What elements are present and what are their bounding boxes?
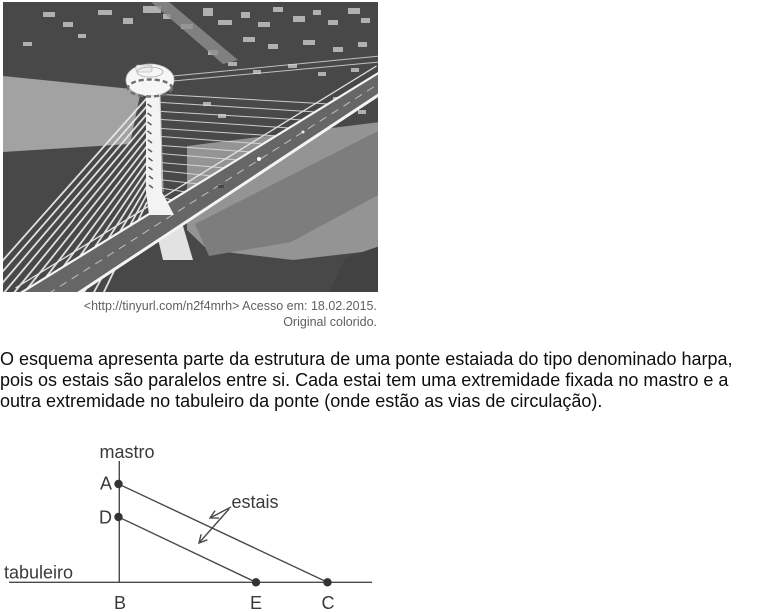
stays-label: estais bbox=[231, 492, 279, 512]
stay-line-AC bbox=[119, 484, 328, 582]
point-d-dot bbox=[114, 513, 122, 521]
caption-source-line: <http://tinyurl.com/n2f4mrh> Acesso em: 18.02.2015. bbox=[83, 299, 377, 313]
vehicle-dark bbox=[218, 185, 224, 188]
point-c-label: C bbox=[321, 593, 335, 612]
vehicle-light bbox=[302, 131, 305, 134]
paragraph-line-1: O esquema apresenta parte da estrutura de uma ponte estaiada do tipo denominado harpa, bbox=[0, 349, 733, 369]
paragraph-line-2: pois os estais são paralelos entre si. Cada estai tem uma extremidade fixada no mastro e a bbox=[0, 370, 729, 390]
bridge-photo-svg bbox=[3, 2, 378, 292]
deck-label: tabuleiro bbox=[4, 562, 74, 583]
point-b-label: B bbox=[113, 593, 127, 612]
caption-original-line: Original colorido. bbox=[283, 314, 377, 329]
geometry-diagram bbox=[0, 435, 390, 612]
point-c-dot bbox=[323, 578, 331, 586]
question-paragraph bbox=[0, 349, 760, 412]
point-e-dot bbox=[252, 578, 260, 586]
vehicle-white bbox=[257, 157, 261, 161]
point-a-dot bbox=[114, 480, 122, 488]
stays-arrows bbox=[199, 507, 231, 543]
point-d-label: D bbox=[99, 507, 112, 528]
mast-label: mastro bbox=[99, 442, 155, 462]
point-a-label: A bbox=[99, 473, 112, 494]
paragraph-line-3: outra extremidade no tabuleiro da ponte (onde estão as vias de circulação). bbox=[0, 391, 603, 411]
photo-caption bbox=[0, 299, 377, 330]
point-e-label: E bbox=[249, 593, 263, 612]
stay-line-DE bbox=[119, 517, 257, 582]
bridge-photo bbox=[3, 2, 378, 292]
mast-pod bbox=[126, 64, 174, 97]
